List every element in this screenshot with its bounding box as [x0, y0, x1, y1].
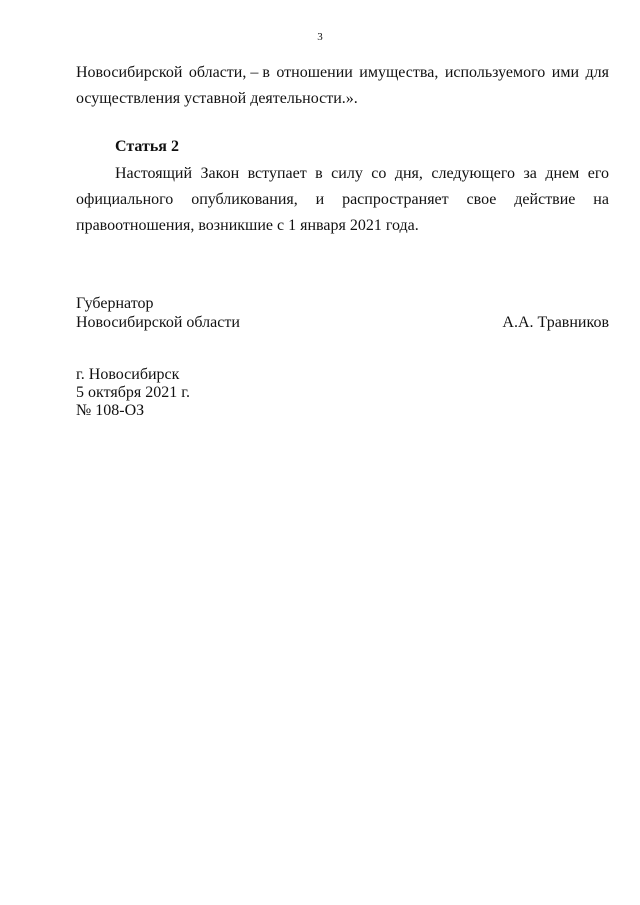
intro-paragraph: [76, 60, 609, 112]
word: ими: [551, 64, 579, 81]
date: 5 октября 2021 г.: [76, 384, 190, 401]
word: распространяет: [342, 191, 449, 208]
word: официального: [76, 191, 174, 208]
signatory-title-line-2: Новосибирской области: [76, 314, 240, 331]
word: области, – в: [188, 64, 270, 81]
signature-row: [76, 313, 609, 332]
word: Новосибирской: [76, 64, 183, 81]
word: его: [587, 165, 609, 182]
word: Настоящий: [115, 165, 193, 182]
signatory-name: А.А. Травников: [502, 314, 609, 331]
word: используемого: [444, 64, 546, 81]
word: свое: [466, 191, 497, 208]
article-heading: Статья 2: [115, 138, 179, 155]
article-line-2: [76, 187, 609, 213]
signatory-title-line-1: Губернатор: [76, 295, 154, 312]
word: силу: [331, 165, 363, 182]
word: в: [315, 165, 323, 182]
article-line-3: правоотношения, возникшие с 1 января 2021 года.: [76, 217, 419, 234]
word: Закон: [200, 165, 240, 182]
word: и: [315, 191, 325, 208]
place-date-block: [76, 366, 190, 420]
intro-line-2: осуществления уставной деятельности.».: [76, 90, 358, 107]
word: днем: [545, 165, 580, 182]
law-number: № 108-ОЗ: [76, 402, 145, 419]
word: со: [371, 165, 387, 182]
word: для: [585, 64, 609, 81]
word: за: [523, 165, 537, 182]
word: опубликования,: [191, 191, 298, 208]
word: вступает: [247, 165, 307, 182]
city: г. Новосибирск: [76, 366, 180, 383]
word: имущества,: [359, 64, 439, 81]
word: действие: [514, 191, 576, 208]
page-number: 3: [317, 31, 323, 43]
word: отношении: [276, 64, 353, 81]
signature-block: [76, 294, 609, 332]
intro-line-1: [76, 60, 609, 86]
word: следующего: [431, 165, 516, 182]
word: дня,: [394, 165, 423, 182]
article-line-1: [76, 161, 609, 187]
word: на: [593, 191, 609, 208]
article-paragraph: [76, 161, 609, 239]
